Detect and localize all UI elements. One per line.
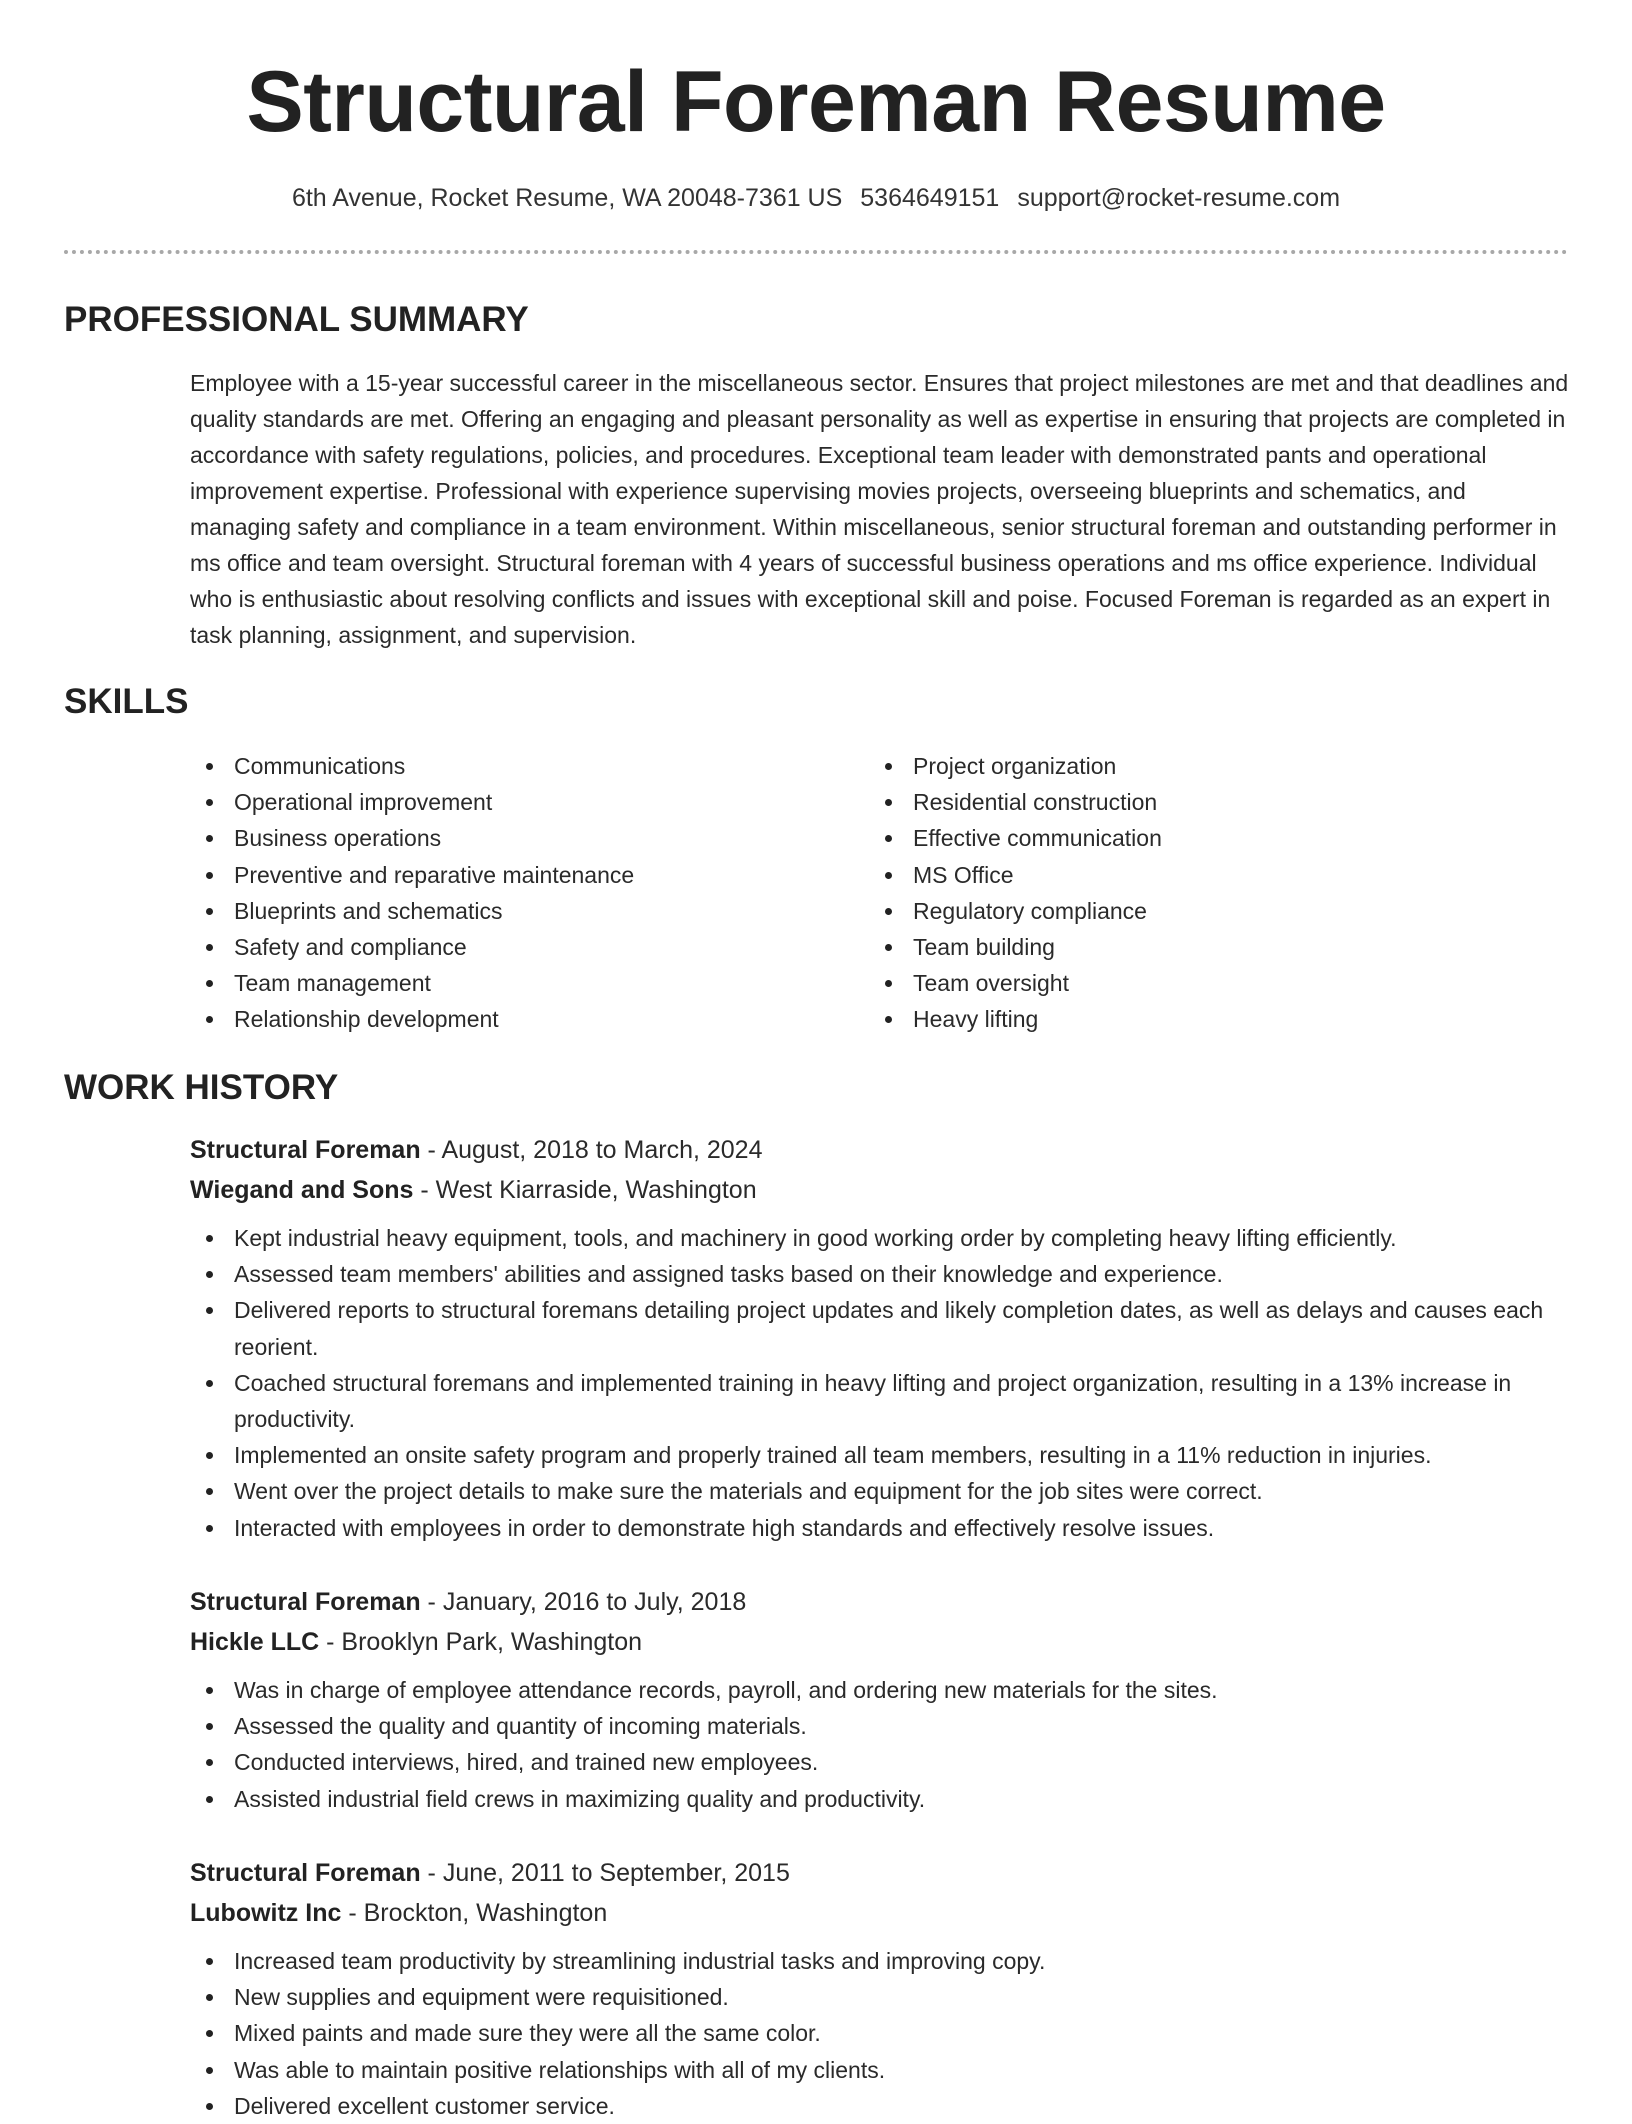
- job-bullet: Interacted with employees in order to demonstrate high standards and effectively resolve issues.: [190, 1510, 1580, 1546]
- job-bullet: Coached structural foremans and implemented training in heavy lifting and project organization, resulting in a 13% increase in productivity.: [190, 1365, 1580, 1437]
- job-title: Structural Foreman: [190, 1859, 421, 1887]
- job-bullet: Mixed paints and made sure they were all the same color.: [190, 2015, 1580, 2051]
- job-dates: - January, 2016 to July, 2018: [420, 1588, 747, 1616]
- job-bullet: Kept industrial heavy equipment, tools, and machinery in good working order by completing heavy lifting efficiently.: [190, 1220, 1580, 1256]
- job-company: Wiegand and Sons: [190, 1176, 414, 1204]
- job-title-line: [190, 1582, 1580, 1622]
- skill-item: Team building: [869, 929, 1162, 965]
- job-dates: - August, 2018 to March, 2024: [420, 1136, 763, 1164]
- job-bullet: Was able to maintain positive relationships with all of my clients.: [190, 2052, 1580, 2088]
- job-title: Structural Foreman: [190, 1588, 421, 1616]
- job-entry: [190, 1853, 1580, 2124]
- job-dates: - June, 2011 to September, 2015: [420, 1859, 790, 1887]
- resume-title: Structural Foreman Resume: [246, 54, 1386, 150]
- skill-item: Relationship development: [190, 1001, 634, 1037]
- skills-list-right: [869, 748, 1162, 1038]
- contact-phone: 5364649151: [860, 184, 1000, 212]
- skill-item: Business operations: [190, 820, 634, 856]
- work-heading: WORK HISTORY: [64, 1068, 339, 1107]
- job-bullet: Implemented an onsite safety program and properly trained all team members, resulting in a 11% reduction in injuries.: [190, 1437, 1580, 1473]
- job-bullet: Was in charge of employee attendance records, payroll, and ordering new materials for the sites.: [190, 1672, 1580, 1708]
- contact-email: support@rocket-resume.com: [1017, 184, 1341, 212]
- job-entry: [190, 1582, 1580, 1817]
- contact-line: [0, 180, 1632, 216]
- job-bullet: Delivered reports to structural foremans detailing project updates and likely completion dates, as well as delays and causes each reorient.: [190, 1292, 1580, 1364]
- skill-item: Effective communication: [869, 820, 1162, 856]
- skills-heading: SKILLS: [64, 682, 189, 721]
- skill-item: MS Office: [869, 857, 1162, 893]
- job-title: Structural Foreman: [190, 1136, 421, 1164]
- job-entry: [190, 1130, 1580, 1546]
- skill-item: Residential construction: [869, 784, 1162, 820]
- summary-heading: PROFESSIONAL SUMMARY: [64, 300, 529, 339]
- job-location: - West Kiarraside, Washington: [413, 1176, 757, 1204]
- header-divider: [64, 250, 1568, 254]
- contact-address: 6th Avenue, Rocket Resume, WA 20048-7361 US: [291, 184, 843, 212]
- job-company-line: [190, 1622, 1580, 1662]
- job-bullet: Delivered excellent customer service.: [190, 2088, 1580, 2124]
- job-company: Lubowitz Inc: [190, 1899, 342, 1927]
- skill-item: Operational improvement: [190, 784, 634, 820]
- summary-text: Employee with a 15-year successful career in the miscellaneous sector. Ensures that project milestones are met and that deadlines and quality standards are met. Offering an engaging and pleasant personality as well as expertise in ensuring that projects are completed in accordance with safety regulations, policies, and procedures. Exceptional team leader with demonstrated pants and operational improvement expertise. Professional with experience supervising movies projects, overseeing blueprints and schematics, and managing safety and compliance in a team environment. Within miscellaneous, senior structural foreman and outstanding performer in ms office and team oversight. Structural foreman with 4 years of successful business operations and ms office experience. Individual who is enthusiastic about resolving conflicts and issues with exceptional skill and poise. Focused Foreman is regarded as an expert in task planning, assignment, and supervision.: [190, 370, 1569, 648]
- job-bullet: New supplies and equipment were requisitioned.: [190, 1979, 1580, 2015]
- job-location: - Brockton, Washington: [341, 1899, 608, 1927]
- skill-item: Team oversight: [869, 965, 1162, 1001]
- job-bullet: Assessed the quality and quantity of incoming materials.: [190, 1708, 1580, 1744]
- job-title-line: [190, 1853, 1580, 1893]
- skill-item: Regulatory compliance: [869, 893, 1162, 929]
- skill-item: Communications: [190, 748, 634, 784]
- job-bullet: Increased team productivity by streamlining industrial tasks and improving copy.: [190, 1943, 1580, 1979]
- job-bullet: Went over the project details to make sure the materials and equipment for the job sites were correct.: [190, 1473, 1580, 1509]
- job-bullets: [190, 1220, 1580, 1546]
- job-company-line: [190, 1893, 1580, 1933]
- skills-list-left: [190, 748, 634, 1038]
- job-bullet: Conducted interviews, hired, and trained new employees.: [190, 1744, 1580, 1780]
- job-bullets: [190, 1943, 1580, 2124]
- job-location: - Brooklyn Park, Washington: [319, 1628, 643, 1656]
- skill-item: Team management: [190, 965, 634, 1001]
- job-bullet: Assessed team members' abilities and assigned tasks based on their knowledge and experience.: [190, 1256, 1580, 1292]
- skill-item: Blueprints and schematics: [190, 893, 634, 929]
- job-bullets: [190, 1672, 1580, 1817]
- skill-item: Heavy lifting: [869, 1001, 1162, 1037]
- job-title-line: [190, 1130, 1580, 1170]
- job-company: Hickle LLC: [190, 1628, 320, 1656]
- skill-item: Project organization: [869, 748, 1162, 784]
- job-company-line: [190, 1170, 1580, 1210]
- skill-item: Safety and compliance: [190, 929, 634, 965]
- skill-item: Preventive and reparative maintenance: [190, 857, 634, 893]
- job-bullet: Assisted industrial field crews in maximizing quality and productivity.: [190, 1781, 1580, 1817]
